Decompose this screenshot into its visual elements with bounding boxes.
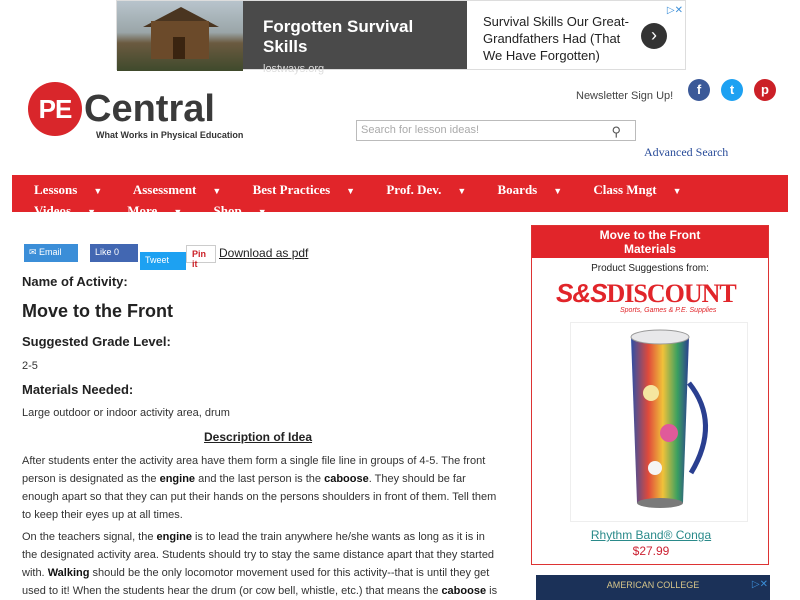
ss-discount-logo[interactable]: S&SDISCOUNT bbox=[556, 278, 736, 308]
nav-item-assessment[interactable]: Assessment ▼ bbox=[132, 182, 222, 197]
materials-label: Materials Needed: bbox=[22, 382, 134, 397]
description-heading: Description of Idea bbox=[204, 430, 313, 444]
product-name-link[interactable]: Rhythm Band® Conga bbox=[590, 528, 712, 542]
bottom-advertisement[interactable]: AMERICAN COLLEGE ▷✕ bbox=[536, 575, 770, 600]
chevron-down-icon: ▼ bbox=[87, 207, 96, 217]
search-icon[interactable]: ⚲ bbox=[611, 124, 621, 139]
chevron-right-icon[interactable]: › bbox=[641, 23, 667, 49]
nav-item-lessons[interactable]: Lessons ▼ bbox=[34, 182, 103, 197]
name-of-activity-label: Name of Activity: bbox=[22, 274, 128, 289]
ad-choices-icon[interactable]: ▷✕ bbox=[751, 579, 768, 590]
ad-body-panel bbox=[467, 1, 685, 69]
sidebar-subheading: Product Suggestions from: bbox=[591, 263, 709, 274]
ss-discount-tagline: Sports, Games & P.E. Supplies bbox=[620, 307, 717, 314]
chevron-down-icon: ▼ bbox=[126, 228, 136, 238]
facebook-icon[interactable]: f bbox=[688, 79, 710, 101]
description-paragraph-1: After students enter the activity area have them form a single file line in groups of 4-5. The front person is designated as the engine and the last person is the caboose. They should be far enough apart so that they can put their hands on the persons shoulders in front of them. Tell them to keep their eyes up at all times. bbox=[22, 455, 497, 521]
ad-headline: Forgotten Survival Skills bbox=[263, 17, 414, 56]
download-pdf-link[interactable]: Download as pdf bbox=[219, 246, 309, 260]
grade-level-label: Suggested Grade Level: bbox=[22, 334, 171, 349]
materials-value: Large outdoor or indoor activity area, drum bbox=[22, 407, 230, 419]
chevron-down-icon: ▼ bbox=[672, 186, 682, 196]
logo-central-text: Central bbox=[84, 88, 215, 130]
conga-drum-image[interactable] bbox=[570, 322, 748, 522]
product-price: $27.99 bbox=[632, 544, 670, 558]
materials-sidebar bbox=[531, 225, 769, 565]
ad-cabin-image bbox=[117, 1, 243, 71]
chevron-down-icon: ▼ bbox=[212, 186, 222, 196]
description-paragraph-2: On the teachers signal, the engine is to lead the train anywhere he/she wants as long as it is in the designated activity area. Students should try to stay the same distance apart that they started with. Walking should be the only locomotor movement used for this activity--that is until they get used to it! When the students hear the drum (or cow bell, whistle, etc.) that means the caboose is bbox=[22, 531, 498, 597]
nav-item-shop[interactable]: Shop ▼ bbox=[213, 203, 267, 218]
twitter-icon[interactable]: t bbox=[721, 79, 743, 101]
envelope-icon: ✉ bbox=[29, 247, 40, 257]
nav-item-challenges[interactable]: Challenges ▼ bbox=[50, 224, 136, 239]
logo-tagline: What Works in Physical Education bbox=[96, 130, 244, 140]
chevron-down-icon: ▼ bbox=[346, 186, 356, 196]
advanced-search-link[interactable]: Advanced Search bbox=[644, 145, 729, 159]
activity-title: Move to the Front bbox=[22, 301, 173, 321]
search-placeholder: Search for lesson ideas! bbox=[361, 124, 480, 136]
top-advertisement[interactable] bbox=[116, 0, 686, 75]
ad-source: lostways.org bbox=[263, 63, 325, 75]
ad-body-text: Survival Skills Our Great-Grandfathers Had (That We Have Forgotten) bbox=[483, 14, 629, 63]
chevron-down-icon: ▼ bbox=[553, 186, 563, 196]
nav-item-best-practices[interactable]: Best Practices ▼ bbox=[252, 182, 356, 197]
ad-headline-panel bbox=[243, 1, 467, 75]
pe-central-logo[interactable] bbox=[28, 82, 215, 136]
chevron-down-icon: ▼ bbox=[93, 186, 103, 196]
chevron-down-icon: ▼ bbox=[173, 207, 183, 217]
search-input[interactable] bbox=[356, 120, 636, 141]
email-share-button[interactable]: ✉ Email bbox=[24, 244, 78, 262]
tweet-button[interactable]: Tweet bbox=[140, 252, 186, 270]
nav-item-videos[interactable]: Videos ▼ bbox=[34, 203, 96, 218]
nav-item-boards[interactable]: Boards ▼ bbox=[497, 182, 563, 197]
pe-logo-circle: PE bbox=[28, 82, 82, 136]
chevron-down-icon: ▼ bbox=[457, 186, 467, 196]
main-navigation bbox=[12, 175, 788, 239]
grade-level-value: 2-5 bbox=[22, 360, 38, 372]
facebook-like-button[interactable]: Like 0 bbox=[90, 244, 138, 262]
pinterest-pinit-button[interactable]: Pin it bbox=[186, 245, 216, 263]
ad-choices-icon[interactable]: ▷✕ bbox=[666, 5, 683, 16]
chevron-down-icon: ▼ bbox=[257, 207, 267, 217]
pinterest-icon[interactable]: p bbox=[754, 79, 776, 101]
newsletter-signup-link[interactable]: Newsletter Sign Up! bbox=[576, 90, 674, 102]
nav-item-class-mngt[interactable]: Class Mngt ▼ bbox=[593, 182, 682, 197]
nav-item-more[interactable]: More ▼ bbox=[127, 203, 183, 218]
nav-item-prof-dev[interactable]: Prof. Dev. ▼ bbox=[386, 182, 467, 197]
sidebar-heading: Move to the Front Materials bbox=[532, 226, 768, 258]
